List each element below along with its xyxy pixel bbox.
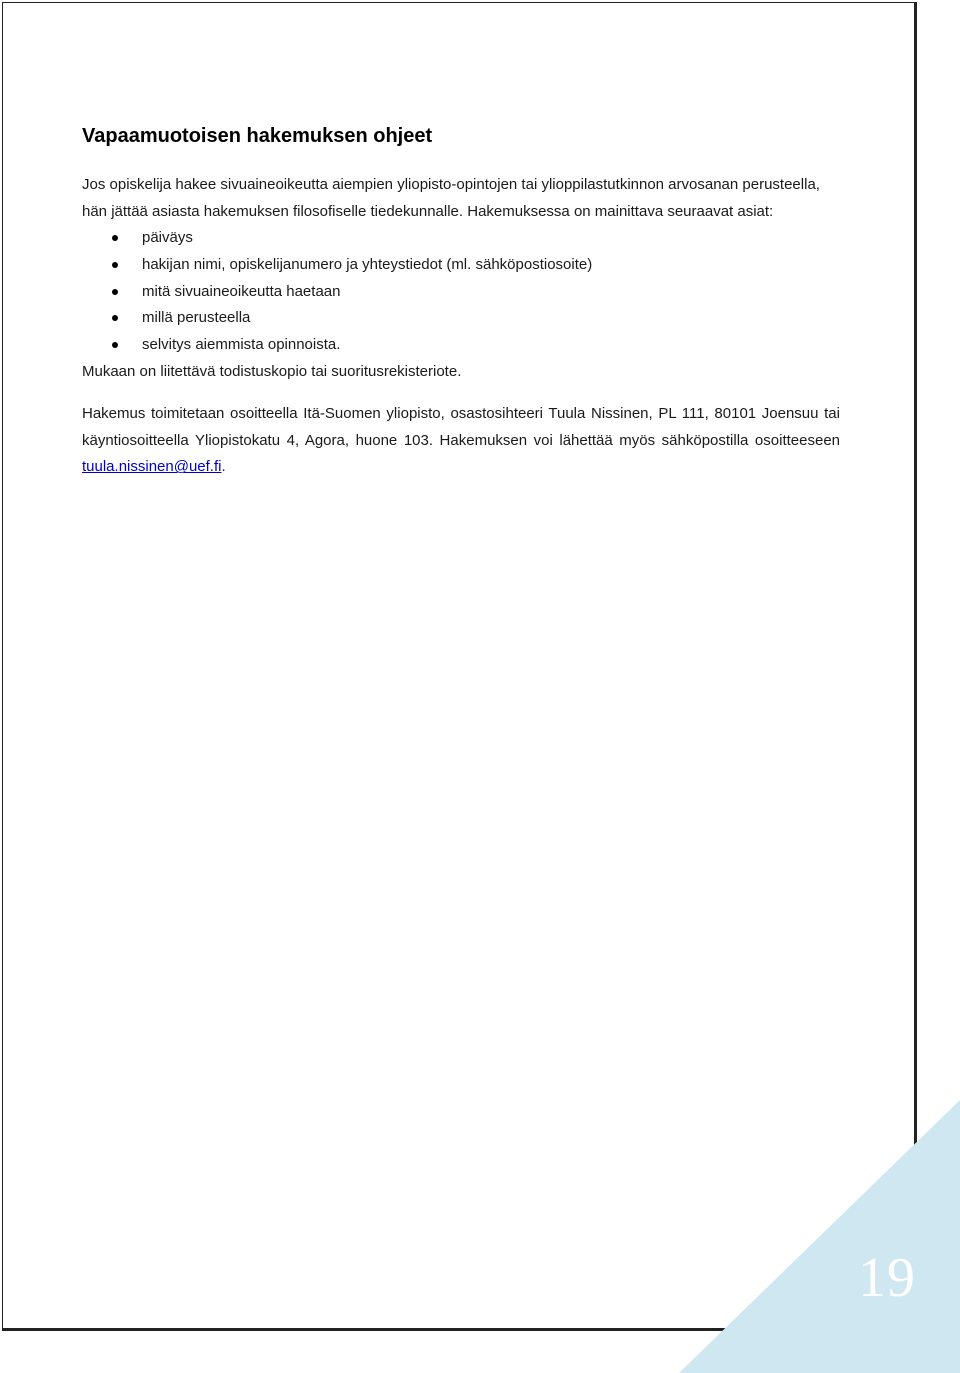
list-item-text: millä perusteella <box>142 309 251 327</box>
list-item <box>82 225 840 252</box>
page-title: Vapaamuotoisen hakemuksen ohjeet <box>82 125 433 147</box>
list-item-text: selvitys aiemmista opinnoista. <box>142 336 341 354</box>
intro-paragraph: Jos opiskelija hakee sivuaineoikeutta aiempien yliopisto-opintojen tai ylioppilastutkinnon arvosanan perusteella, hän jättää asiasta hakemuksen filosofiselle tiedekunnalle. Hakemuksessa on mainittava seuraavat asiat: <box>82 176 820 220</box>
page-number: 19 <box>858 1247 916 1309</box>
email-suffix: . <box>221 458 226 476</box>
bullet-icon <box>112 342 118 348</box>
address-text: Hakemus toimitetaan osoitteella Itä-Suomen yliopisto, osastosihteeri Tuula Nissinen, PL 111, 80101 Joensuu tai käyntiosoitteella Yliopistokatu 4, Agora, huone 103. Hakemuksen voi lähettää myös sähköpostilla osoitteeseen <box>82 405 840 449</box>
list-item-text: mitä sivuaineoikeutta haetaan <box>142 282 341 300</box>
list-item <box>82 252 840 279</box>
document-body <box>82 122 840 481</box>
bullet-icon <box>112 235 118 241</box>
email-link[interactable]: tuula.nissinen@uef.fi <box>82 458 222 476</box>
list-item-text: päiväys <box>142 229 193 246</box>
bullet-icon <box>112 262 118 268</box>
bullet-icon <box>112 289 118 295</box>
attachment-note: Mukaan on liitettävä todistuskopio tai suoritusrekisteriote. <box>82 362 462 380</box>
corner-decoration <box>679 1100 960 1373</box>
requirements-list <box>82 225 840 359</box>
address-paragraph <box>82 401 840 481</box>
list-item <box>82 332 840 359</box>
list-item-text: hakijan nimi, opiskelijanumero ja yhteystiedot (ml. sähköpostiosoite) <box>142 255 593 273</box>
bullet-icon <box>112 315 118 321</box>
list-item <box>82 279 840 306</box>
list-item <box>82 305 840 332</box>
